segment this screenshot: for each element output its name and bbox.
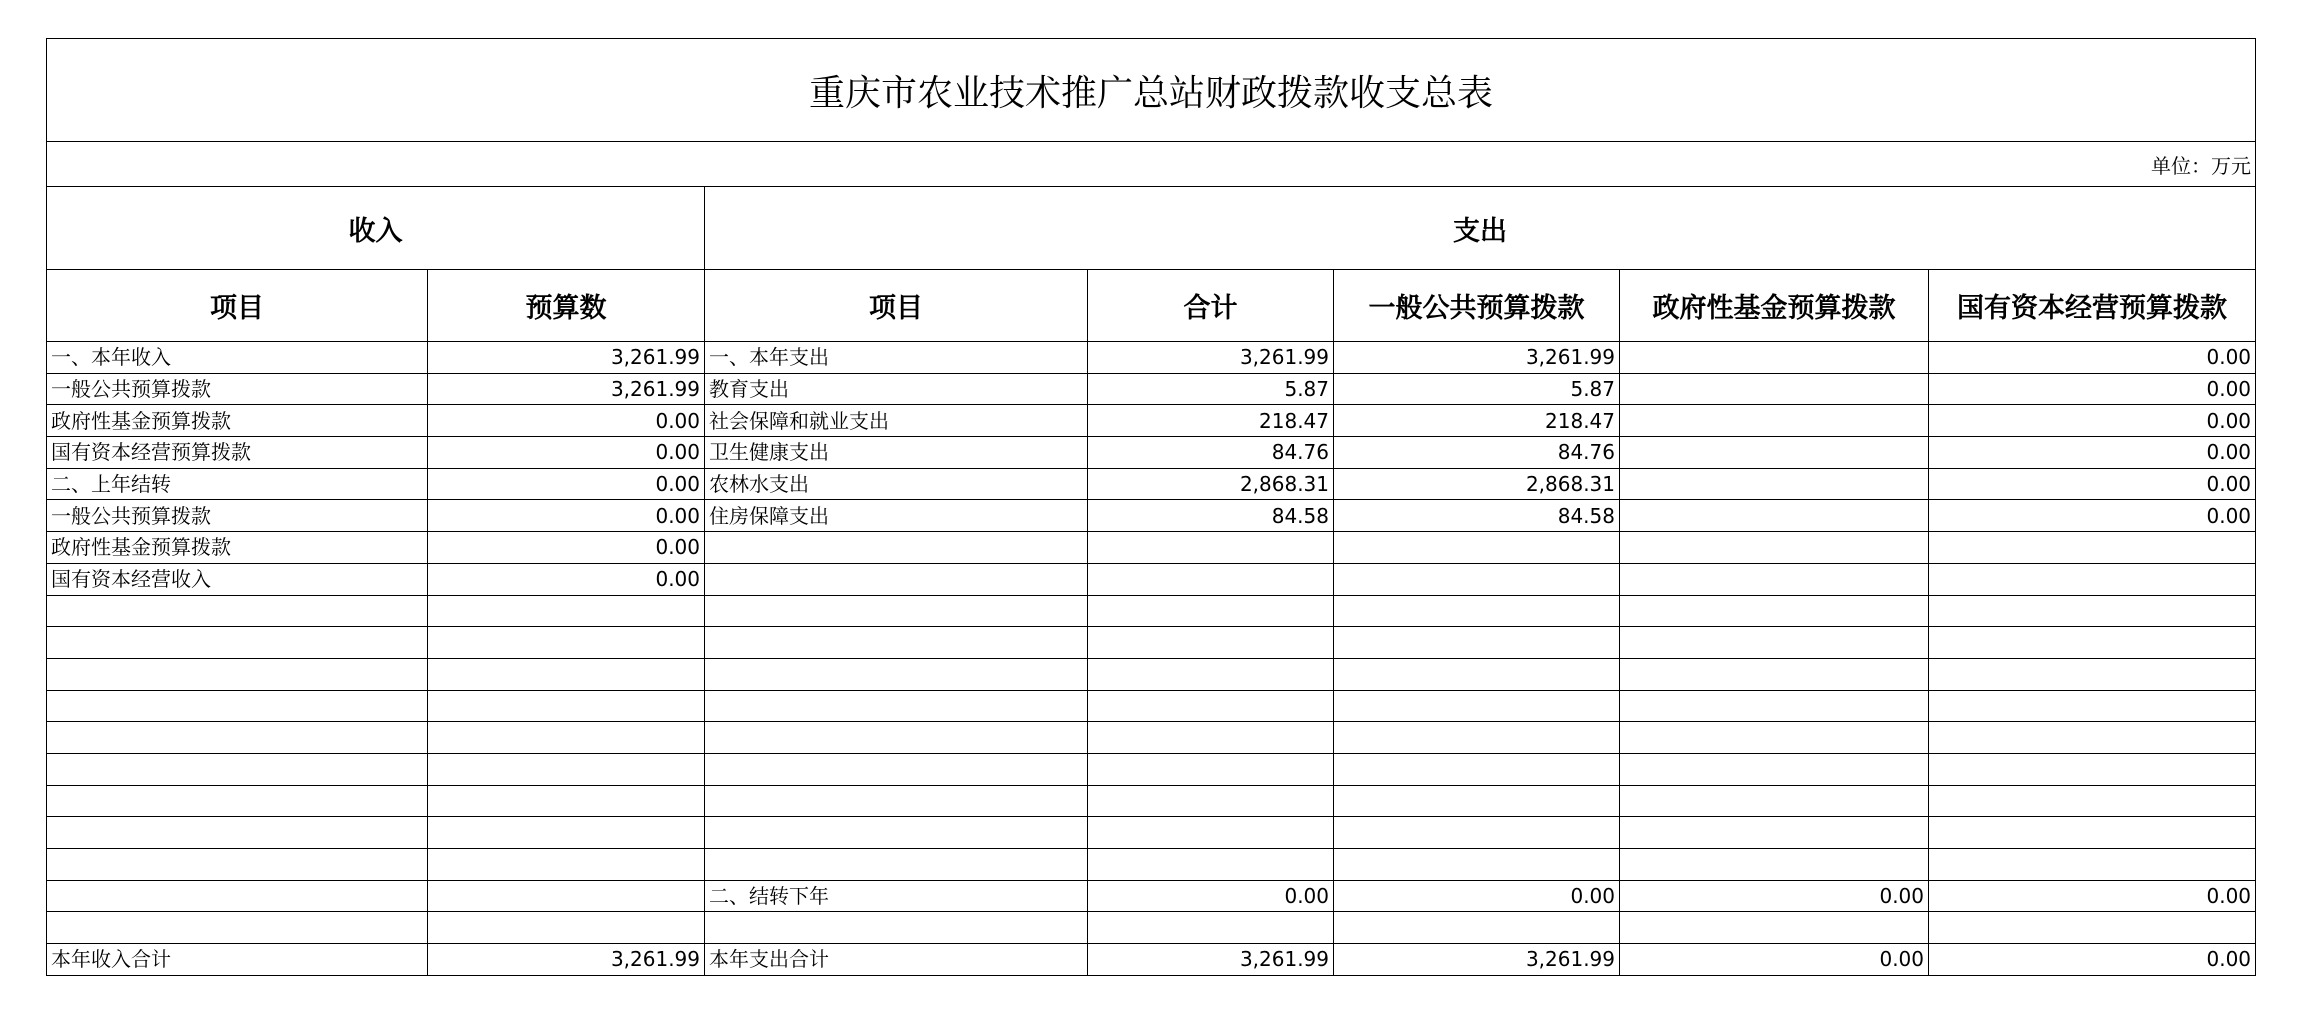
income-item-cell: 政府性基金预算拨款: [47, 405, 428, 437]
table-row: [47, 627, 2256, 659]
state-capital-cell: 0.00: [1929, 880, 2256, 912]
income-budget-cell: 0.00: [428, 405, 705, 437]
income-item-cell: [47, 658, 428, 690]
state-capital-cell: 0.00: [1929, 405, 2256, 437]
general-budget-cell: [1334, 690, 1620, 722]
gov-fund-cell: [1620, 563, 1929, 595]
income-budget-cell: [428, 817, 705, 849]
table-row: [47, 785, 2256, 817]
income-section-header: 收入: [47, 187, 705, 270]
general-budget-cell: [1334, 658, 1620, 690]
income-item-cell: 一般公共预算拨款: [47, 500, 428, 532]
expense-item-cell: 社会保障和就业支出: [705, 405, 1088, 437]
table-row: [47, 405, 2256, 437]
general-budget-cell: [1334, 849, 1620, 881]
expense-item-cell: [705, 722, 1088, 754]
income-item-cell: [47, 595, 428, 627]
general-budget-cell: [1334, 912, 1620, 944]
gov-fund-cell: [1620, 437, 1929, 469]
col-header-income-budget: 预算数: [428, 270, 705, 342]
general-budget-cell: [1334, 785, 1620, 817]
total-cell: [1088, 595, 1334, 627]
general-budget-cell: [1334, 595, 1620, 627]
total-cell: 84.58: [1088, 500, 1334, 532]
income-item-cell: 国有资本经营预算拨款: [47, 437, 428, 469]
general-budget-cell: 3,261.99: [1334, 944, 1620, 976]
general-budget-cell: 218.47: [1334, 405, 1620, 437]
income-budget-cell: [428, 690, 705, 722]
total-cell: 0.00: [1088, 880, 1334, 912]
page-title: 重庆市农业技术推广总站财政拨款收支总表: [47, 39, 2256, 142]
income-item-cell: 一般公共预算拨款: [47, 373, 428, 405]
income-budget-cell: [428, 849, 705, 881]
income-budget-cell: [428, 880, 705, 912]
expense-item-cell: [705, 563, 1088, 595]
state-capital-cell: [1929, 785, 2256, 817]
expense-item-cell: [705, 817, 1088, 849]
income-item-cell: 政府性基金预算拨款: [47, 532, 428, 564]
general-budget-cell: 84.76: [1334, 437, 1620, 469]
state-capital-cell: [1929, 595, 2256, 627]
expense-item-cell: 本年支出合计: [705, 944, 1088, 976]
table-row: [47, 690, 2256, 722]
gov-fund-cell: [1620, 722, 1929, 754]
gov-fund-cell: 0.00: [1620, 880, 1929, 912]
gov-fund-cell: [1620, 690, 1929, 722]
general-budget-cell: [1334, 532, 1620, 564]
income-item-cell: [47, 785, 428, 817]
income-item-cell: [47, 880, 428, 912]
income-item-cell: [47, 690, 428, 722]
income-budget-cell: 3,261.99: [428, 373, 705, 405]
income-budget-cell: [428, 658, 705, 690]
general-budget-cell: [1334, 753, 1620, 785]
state-capital-cell: [1929, 690, 2256, 722]
table-row: [47, 563, 2256, 595]
table-row: [47, 342, 2256, 374]
total-cell: 84.76: [1088, 437, 1334, 469]
table-row: [47, 468, 2256, 500]
state-capital-cell: [1929, 912, 2256, 944]
general-budget-cell: [1334, 817, 1620, 849]
col-header-state-capital: 国有资本经营预算拨款: [1929, 270, 2256, 342]
expense-item-cell: 住房保障支出: [705, 500, 1088, 532]
income-item-cell: [47, 753, 428, 785]
total-cell: [1088, 690, 1334, 722]
state-capital-cell: 0.00: [1929, 373, 2256, 405]
income-item-cell: [47, 722, 428, 754]
income-budget-cell: [428, 627, 705, 659]
expense-item-cell: [705, 690, 1088, 722]
income-budget-cell: 0.00: [428, 500, 705, 532]
gov-fund-cell: [1620, 595, 1929, 627]
income-budget-cell: [428, 595, 705, 627]
expense-section-header: 支出: [705, 187, 2256, 270]
total-cell: [1088, 563, 1334, 595]
income-budget-cell: [428, 785, 705, 817]
budget-summary-table: [46, 38, 2256, 976]
col-header-general-budget: 一般公共预算拨款: [1334, 270, 1620, 342]
gov-fund-cell: [1620, 405, 1929, 437]
state-capital-cell: [1929, 753, 2256, 785]
table-row: [47, 373, 2256, 405]
total-cell: [1088, 753, 1334, 785]
gov-fund-cell: [1620, 785, 1929, 817]
total-cell: [1088, 849, 1334, 881]
expense-item-cell: 一、本年支出: [705, 342, 1088, 374]
total-cell: [1088, 817, 1334, 849]
expense-item-cell: [705, 849, 1088, 881]
table-row: [47, 595, 2256, 627]
gov-fund-cell: [1620, 342, 1929, 374]
gov-fund-cell: [1620, 658, 1929, 690]
expense-item-cell: [705, 785, 1088, 817]
state-capital-cell: [1929, 722, 2256, 754]
expense-item-cell: [705, 532, 1088, 564]
state-capital-cell: 0.00: [1929, 944, 2256, 976]
general-budget-cell: 5.87: [1334, 373, 1620, 405]
general-budget-cell: [1334, 563, 1620, 595]
expense-item-cell: 农林水支出: [705, 468, 1088, 500]
total-cell: [1088, 722, 1334, 754]
income-budget-cell: [428, 753, 705, 785]
table-row: [47, 912, 2256, 944]
table-row: [47, 880, 2256, 912]
state-capital-cell: [1929, 563, 2256, 595]
gov-fund-cell: [1620, 468, 1929, 500]
income-budget-cell: 0.00: [428, 532, 705, 564]
state-capital-cell: [1929, 532, 2256, 564]
col-header-income-item: 项目: [47, 270, 428, 342]
col-header-gov-fund: 政府性基金预算拨款: [1620, 270, 1929, 342]
table-row: [47, 500, 2256, 532]
expense-item-cell: 二、结转下年: [705, 880, 1088, 912]
income-item-cell: [47, 627, 428, 659]
gov-fund-cell: [1620, 627, 1929, 659]
gov-fund-cell: [1620, 912, 1929, 944]
gov-fund-cell: [1620, 849, 1929, 881]
expense-item-cell: [705, 658, 1088, 690]
income-item-cell: 一、本年收入: [47, 342, 428, 374]
table-row: [47, 944, 2256, 976]
state-capital-cell: [1929, 627, 2256, 659]
income-item-cell: 国有资本经营收入: [47, 563, 428, 595]
table-row: [47, 753, 2256, 785]
state-capital-cell: [1929, 849, 2256, 881]
expense-item-cell: 教育支出: [705, 373, 1088, 405]
general-budget-cell: 3,261.99: [1334, 342, 1620, 374]
gov-fund-cell: [1620, 373, 1929, 405]
unit-label: 单位：万元: [47, 142, 2256, 187]
total-cell: 218.47: [1088, 405, 1334, 437]
table-row: [47, 532, 2256, 564]
col-header-total: 合计: [1088, 270, 1334, 342]
table-row: [47, 722, 2256, 754]
income-budget-cell: 0.00: [428, 563, 705, 595]
general-budget-cell: [1334, 627, 1620, 659]
income-item-cell: [47, 849, 428, 881]
income-budget-cell: 0.00: [428, 468, 705, 500]
state-capital-cell: 0.00: [1929, 342, 2256, 374]
general-budget-cell: [1334, 722, 1620, 754]
gov-fund-cell: [1620, 500, 1929, 532]
total-cell: 5.87: [1088, 373, 1334, 405]
expense-item-cell: [705, 753, 1088, 785]
gov-fund-cell: [1620, 532, 1929, 564]
expense-item-cell: [705, 912, 1088, 944]
income-budget-cell: 0.00: [428, 437, 705, 469]
total-cell: [1088, 532, 1334, 564]
table-row: [47, 817, 2256, 849]
total-cell: 2,868.31: [1088, 468, 1334, 500]
income-item-cell: [47, 912, 428, 944]
gov-fund-cell: [1620, 753, 1929, 785]
income-item-cell: 二、上年结转: [47, 468, 428, 500]
total-cell: 3,261.99: [1088, 342, 1334, 374]
state-capital-cell: 0.00: [1929, 500, 2256, 532]
income-budget-cell: [428, 722, 705, 754]
table-row: [47, 849, 2256, 881]
table-row: [47, 437, 2256, 469]
income-budget-cell: 3,261.99: [428, 944, 705, 976]
state-capital-cell: [1929, 817, 2256, 849]
general-budget-cell: 0.00: [1334, 880, 1620, 912]
total-cell: [1088, 785, 1334, 817]
gov-fund-cell: [1620, 817, 1929, 849]
total-cell: 3,261.99: [1088, 944, 1334, 976]
col-header-expense-item: 项目: [705, 270, 1088, 342]
gov-fund-cell: 0.00: [1620, 944, 1929, 976]
state-capital-cell: 0.00: [1929, 468, 2256, 500]
general-budget-cell: 84.58: [1334, 500, 1620, 532]
table-row: [47, 658, 2256, 690]
total-cell: [1088, 627, 1334, 659]
income-budget-cell: 3,261.99: [428, 342, 705, 374]
expense-item-cell: 卫生健康支出: [705, 437, 1088, 469]
state-capital-cell: 0.00: [1929, 437, 2256, 469]
income-budget-cell: [428, 912, 705, 944]
income-item-cell: 本年收入合计: [47, 944, 428, 976]
general-budget-cell: 2,868.31: [1334, 468, 1620, 500]
total-cell: [1088, 912, 1334, 944]
total-cell: [1088, 658, 1334, 690]
income-item-cell: [47, 817, 428, 849]
state-capital-cell: [1929, 658, 2256, 690]
expense-item-cell: [705, 627, 1088, 659]
expense-item-cell: [705, 595, 1088, 627]
